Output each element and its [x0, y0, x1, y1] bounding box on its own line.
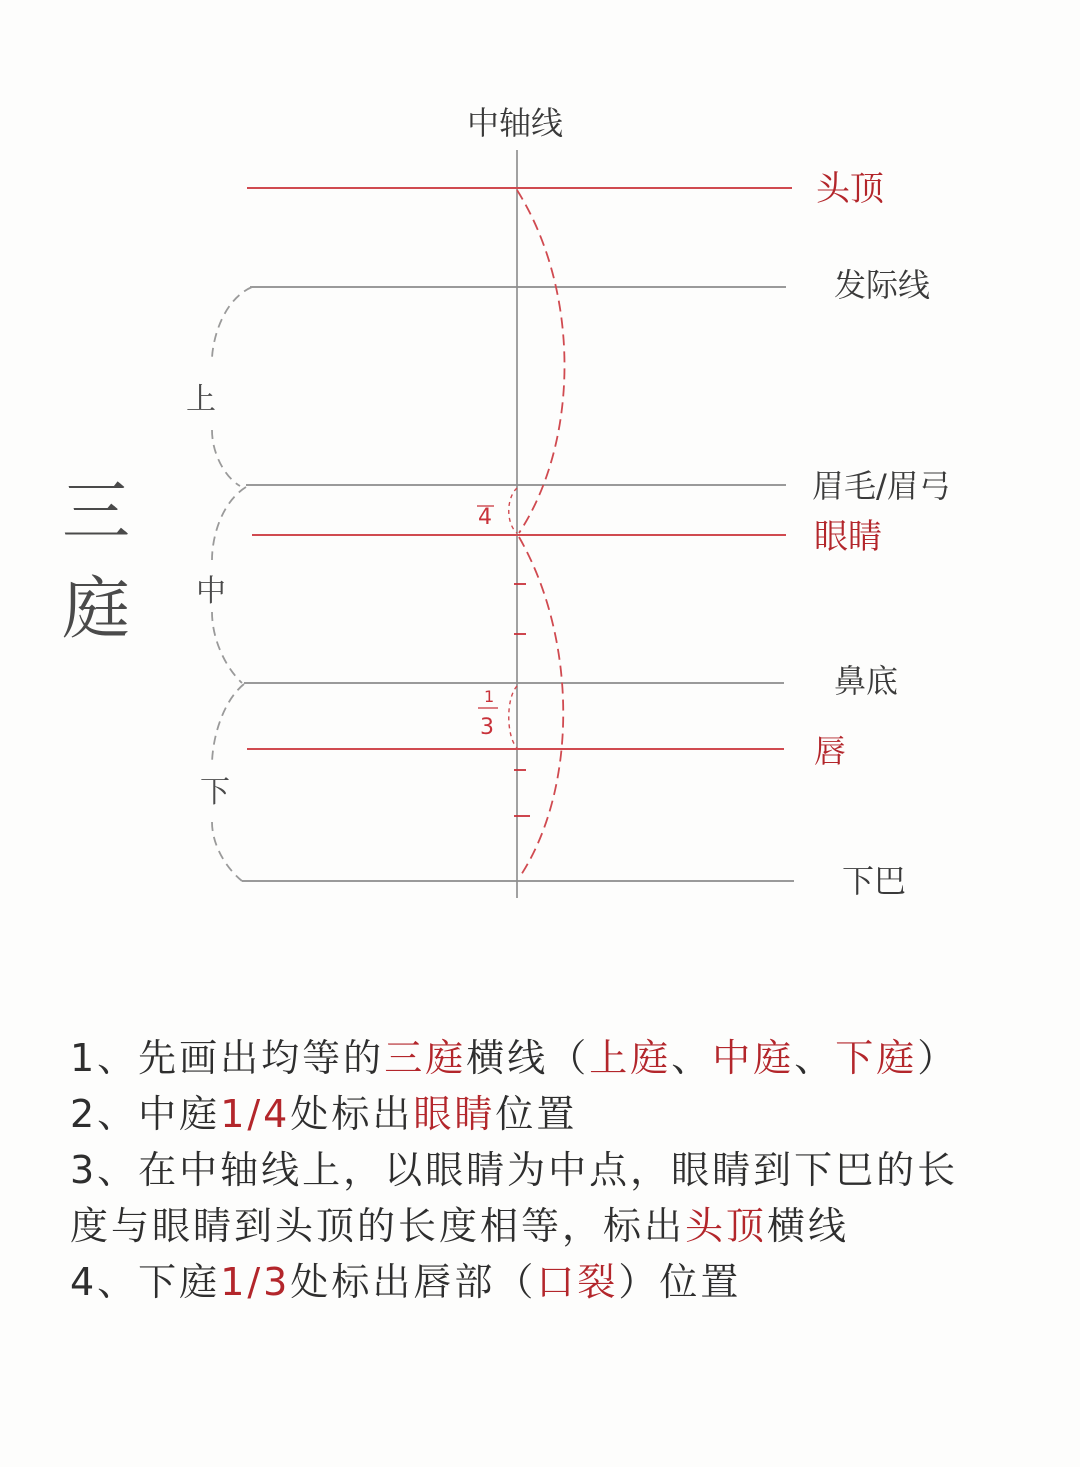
- instruction-text: 4、下庭: [70, 1260, 221, 1304]
- third-numerator: 1: [484, 687, 495, 706]
- lower-half-arc: [519, 537, 563, 878]
- instruction-text: 2、中庭: [70, 1092, 221, 1136]
- upper-half-arc: [517, 190, 565, 533]
- label-nose-base: 鼻底: [834, 662, 899, 700]
- instruction-text: ）: [917, 1036, 959, 1080]
- instruction-highlight: 中庭: [712, 1036, 795, 1080]
- label-eyes: 眼睛: [814, 517, 882, 557]
- third-denominator: 3: [480, 715, 494, 740]
- label-hairline: 发际线: [834, 266, 931, 304]
- instruction-line: [70, 1142, 1050, 1198]
- label-brow: 眉毛/眉弓: [812, 467, 951, 505]
- section-middle: 中: [196, 574, 226, 609]
- quarter-fraction: 4: [478, 505, 492, 530]
- upper-court-bracket: [212, 287, 252, 486]
- instruction-line: [70, 1086, 1050, 1142]
- instruction-highlight: 眼睛: [413, 1092, 496, 1136]
- instruction-highlight: 三庭: [384, 1036, 467, 1080]
- instruction-text: ）位置: [618, 1260, 742, 1304]
- instruction-line: [70, 1254, 1050, 1310]
- instruction-highlight: 口裂: [536, 1260, 619, 1304]
- instruction-text: 1、先画出均等的: [70, 1036, 385, 1080]
- label-chin: 下巴: [842, 862, 907, 900]
- instruction-text: 处标出唇部（: [290, 1260, 537, 1304]
- instruction-text: 横线: [767, 1204, 850, 1248]
- side-title-char-1: 三: [62, 473, 131, 552]
- instruction-highlight: 上庭: [589, 1036, 672, 1080]
- section-lower: 下: [200, 775, 230, 810]
- side-title-char-2: 庭: [62, 570, 131, 649]
- third-bracket: [509, 686, 517, 748]
- instruction-line: [70, 1198, 1050, 1254]
- instruction-text: 横线（: [466, 1036, 590, 1080]
- instructions: [70, 1030, 1050, 1310]
- instruction-text: 处标出: [290, 1092, 414, 1136]
- label-top-of-head: 头顶: [816, 169, 884, 209]
- instruction-text: 度与眼睛到头顶的长度相等，标出: [70, 1204, 686, 1248]
- center-axis-label: 中轴线: [466, 104, 564, 142]
- instruction-highlight: 1/3: [220, 1260, 291, 1304]
- section-upper: 上: [186, 382, 216, 417]
- label-lip: 唇: [814, 732, 847, 770]
- instruction-highlight: 1/4: [220, 1092, 291, 1136]
- instruction-text: 、: [671, 1036, 713, 1080]
- instruction-line: [70, 1030, 1050, 1086]
- instruction-highlight: 头顶: [685, 1204, 768, 1248]
- instruction-text: 3、在中轴线上，以眼睛为中点，眼睛到下巴的长: [70, 1148, 959, 1192]
- instruction-highlight: 下庭: [835, 1036, 918, 1080]
- quarter-bracket: [509, 488, 517, 533]
- instruction-text: 位置: [495, 1092, 578, 1136]
- instruction-text: 、: [794, 1036, 836, 1080]
